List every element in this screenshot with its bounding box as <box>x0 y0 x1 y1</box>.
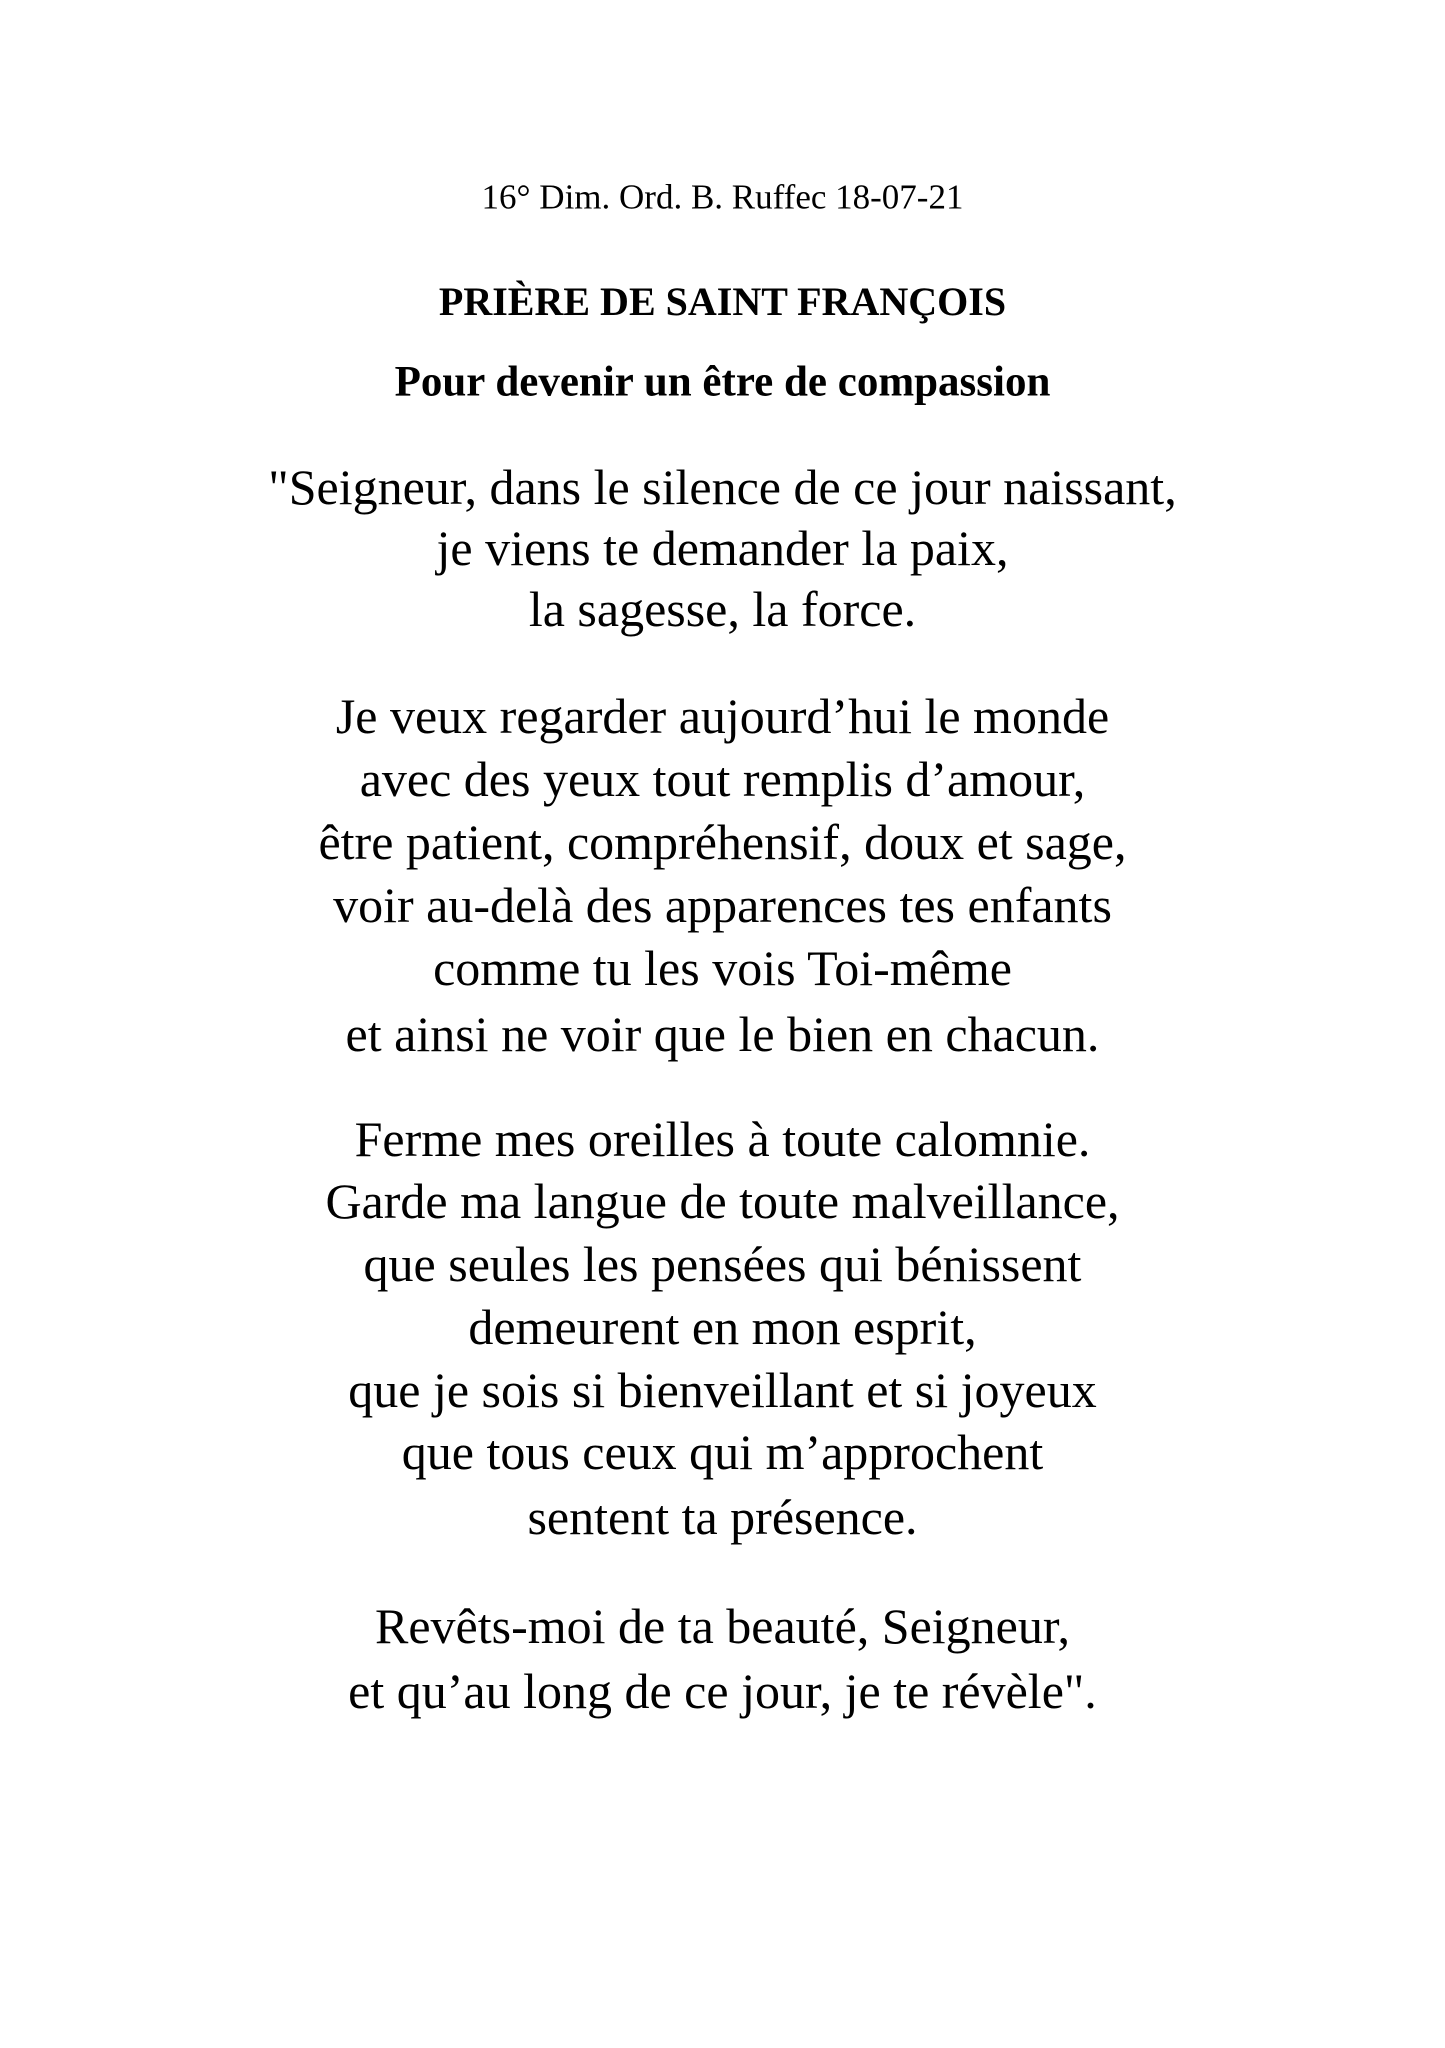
document-header: 16° Dim. Ord. B. Ruffec 18-07-21 <box>481 177 964 217</box>
document-subtitle: Pour devenir un être de compassion <box>394 358 1051 406</box>
verse-line: Revêts-moi de ta beauté, Seigneur, <box>375 1598 1070 1654</box>
verse-line: la sagesse, la force. <box>528 581 917 637</box>
verse-line: Je veux regarder aujourd’hui le monde <box>335 688 1110 744</box>
verse-line: sentent ta présence. <box>527 1489 918 1545</box>
verse-line: et ainsi ne voir que le bien en chacun. <box>345 1006 1100 1062</box>
verse-line: demeurent en mon esprit, <box>468 1299 977 1355</box>
verse-line: que seules les pensées qui bénissent <box>363 1236 1082 1292</box>
verse-line: que tous ceux qui m’approchent <box>401 1424 1044 1480</box>
verse-line: je viens te demander la paix, <box>436 520 1009 576</box>
verse-line: avec des yeux tout remplis d’amour, <box>359 751 1086 807</box>
verse-line: être patient, compréhensif, doux et sage, <box>318 814 1127 870</box>
verse-line: Garde ma langue de toute malveillance, <box>325 1173 1120 1229</box>
verse-line: que je sois si bienveillant et si joyeux <box>348 1362 1097 1418</box>
verse-line: comme tu les vois Toi-même <box>433 940 1012 996</box>
verse-line: voir au-delà des apparences tes enfants <box>333 877 1112 933</box>
verse-line: "Seigneur, dans le silence de ce jour naissant, <box>268 459 1177 515</box>
document-title: PRIÈRE DE SAINT FRANÇOIS <box>438 279 1007 324</box>
verse-line: et qu’au long de ce jour, je te révèle". <box>348 1663 1097 1719</box>
verse-line: Ferme mes oreilles à toute calomnie. <box>354 1111 1091 1167</box>
